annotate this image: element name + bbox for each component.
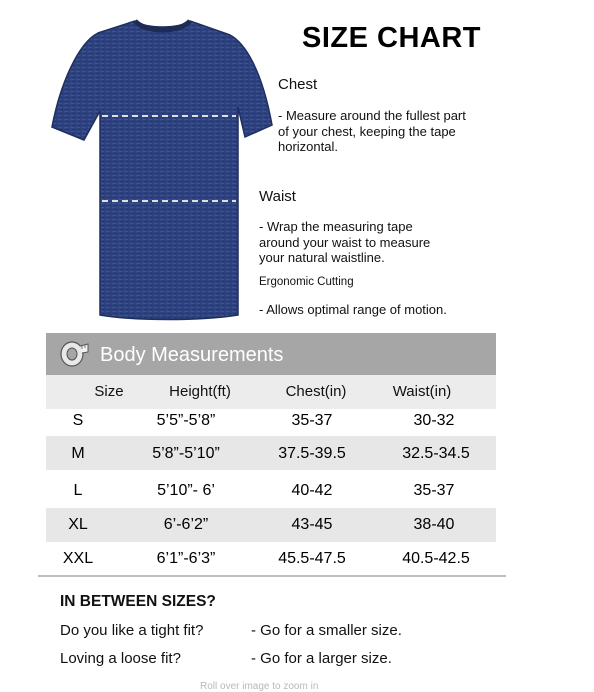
- column-header-chest: Chest(in): [285, 383, 347, 400]
- cell-waist: 38-40: [413, 516, 455, 533]
- cell-size: S: [72, 412, 84, 429]
- cell-waist: 40.5-42.5: [402, 550, 470, 567]
- cell-size: M: [71, 445, 85, 462]
- column-header-height: Height(ft): [169, 383, 231, 400]
- cell-size: XXL: [62, 550, 94, 567]
- table-title: Body Measurements: [100, 344, 284, 366]
- page-title: SIZE CHART: [302, 22, 481, 54]
- cell-height: 5’5”-5’8”: [156, 412, 216, 429]
- cell-chest: 37.5-39.5: [278, 445, 346, 462]
- cell-chest: 35-37: [291, 412, 333, 429]
- cell-waist: 30-32: [413, 412, 455, 429]
- cell-size: L: [73, 482, 83, 499]
- tshirt-image: [40, 15, 280, 325]
- chest-line: horizontal.: [278, 139, 338, 154]
- cell-waist: 32.5-34.5: [402, 445, 470, 462]
- table-bottom-rule: [38, 575, 506, 577]
- cell-chest: 43-45: [291, 516, 333, 533]
- cell-chest: 40-42: [291, 482, 333, 499]
- cell-height: 5’8”-5’10”: [152, 445, 220, 462]
- cell-size: XL: [68, 516, 88, 533]
- waist-line: around your waist to measure: [259, 234, 431, 250]
- cell-height: 6’1”-6’3”: [156, 550, 216, 567]
- waist-line: - Wrap the measuring tape: [259, 219, 413, 234]
- measuring-tape-icon: [58, 338, 90, 370]
- waist-description: [259, 219, 430, 266]
- tight-fit-answer: - Go for a smaller size.: [251, 622, 402, 639]
- zoom-hint: Roll over image to zoom in: [200, 681, 319, 692]
- chest-line: - Measure around the fullest part: [278, 108, 466, 123]
- cell-height: 6’-6’2”: [163, 516, 209, 533]
- waist-heading: Waist: [259, 188, 296, 205]
- loose-fit-answer: - Go for a larger size.: [251, 650, 392, 667]
- cell-chest: 45.5-47.5: [278, 550, 346, 567]
- between-sizes-title: IN BETWEEN SIZES?: [60, 593, 216, 610]
- cell-height: 5’10”- 6’: [157, 482, 215, 499]
- column-header-waist: Waist(in): [392, 383, 452, 400]
- chest-description: [278, 108, 466, 155]
- chest-heading: Chest: [278, 76, 318, 93]
- loose-fit-question: Loving a loose fit?: [60, 650, 181, 667]
- column-header-size: Size: [94, 383, 124, 400]
- ergonomic-heading: Ergonomic Cutting: [259, 276, 354, 288]
- ergonomic-text: - Allows optimal range of motion.: [259, 302, 447, 317]
- tight-fit-question: Do you like a tight fit?: [60, 622, 204, 639]
- chest-line: of your chest, keeping the tape: [278, 123, 456, 139]
- waist-line: your natural waistline.: [259, 250, 385, 265]
- cell-waist: 35-37: [413, 482, 455, 499]
